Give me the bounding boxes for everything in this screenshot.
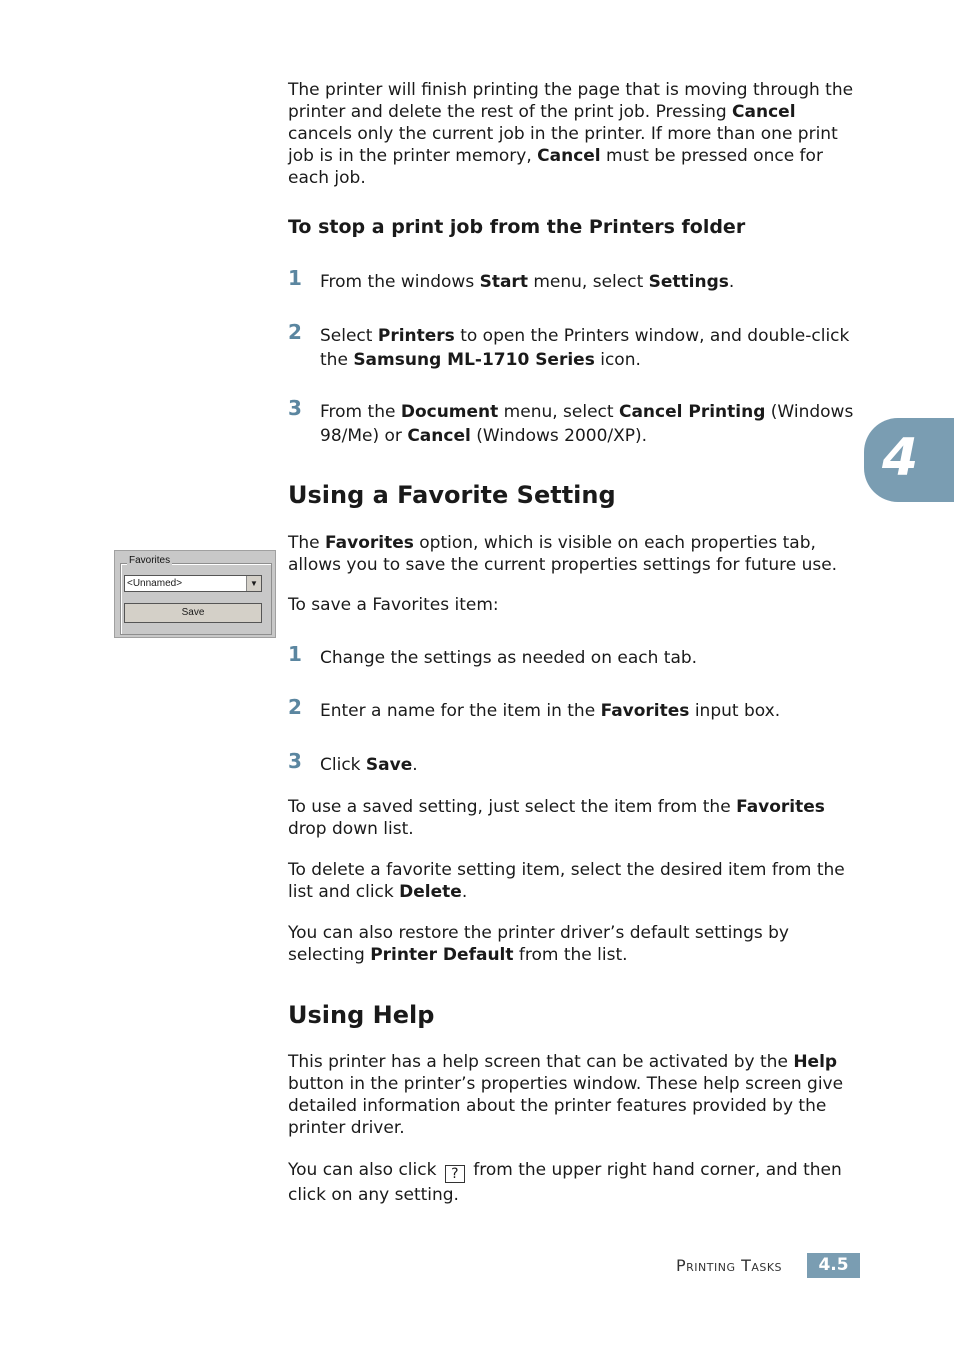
step-text: From the windows Start menu, select Settings. (320, 272, 735, 292)
help-heading: Using Help (288, 1001, 435, 1029)
intro-text-3: must be pressed once for each job. (288, 146, 823, 188)
intro-text-2: cancels only the current job in the printer. If more than one print job is in the printer memory, (288, 124, 838, 166)
step-text: Change the settings as needed on each tab. (320, 648, 698, 668)
use-saved-paragraph: To use a saved setting, just select the item from the Favorites drop down list. (288, 797, 825, 839)
step-number: 3 (288, 749, 302, 773)
stop-job-heading: To stop a print job from the Printers folder (288, 216, 746, 238)
step-text: Click Save. (320, 755, 418, 775)
step-number: 2 (288, 320, 302, 344)
step-number: 2 (288, 695, 302, 719)
footer-section-title: Printing Tasks (676, 1256, 783, 1275)
intro-cancel-1: Cancel (732, 102, 796, 122)
favorites-intro: The Favorites option, which is visible on each properties tab, allows you to save the current properties settings for future use. (288, 533, 838, 575)
intro-paragraph (288, 79, 858, 189)
favorites-selected-value: <Unnamed> (127, 578, 183, 589)
favorites-legend: Favorites (129, 555, 171, 566)
help-paragraph: This printer has a help screen that can be activated by the Help button in the printer’s properties window. These help screen give detailed information about the printer features provided by the printer driver. (288, 1052, 844, 1138)
intro-cancel-2: Cancel (537, 146, 601, 166)
step-number: 3 (288, 396, 302, 420)
favorites-save-intro: To save a Favorites item: (288, 595, 499, 615)
chapter-tab (864, 418, 954, 502)
restore-paragraph: You can also restore the printer driver’s default settings by selecting Printer Default from the list. (288, 923, 789, 965)
favorites-group (120, 563, 272, 635)
favorites-select (124, 575, 262, 592)
intro-text-1: The printer will finish printing the page that is moving through the printer and delete the rest of the print job. Pressing (288, 80, 854, 122)
step-text: Enter a name for the item in the Favorites input box. (320, 701, 781, 721)
footer-page-number: 4.5 (807, 1253, 860, 1278)
favorite-heading: Using a Favorite Setting (288, 481, 616, 509)
favorites-save-button: Save (124, 603, 262, 623)
dropdown-arrow-icon: ▼ (246, 576, 261, 591)
delete-paragraph: To delete a favorite setting item, select the desired item from the list and click Delete. (288, 860, 845, 902)
help-click-paragraph: You can also click ? from the upper right hand corner, and then click on any setting. (288, 1160, 842, 1205)
chapter-number: 4 (882, 428, 919, 488)
question-icon: ? (445, 1165, 465, 1183)
step-number: 1 (288, 642, 302, 666)
step-text: Select Printers to open the Printers window, and double-click the Samsung ML-1710 Series icon. (320, 326, 850, 370)
step-number: 1 (288, 266, 302, 290)
step-text: From the Document menu, select Cancel Printing (Windows 98/Me) or Cancel (Windows 2000/XP). (320, 402, 854, 446)
favorites-widget-image (114, 550, 276, 638)
